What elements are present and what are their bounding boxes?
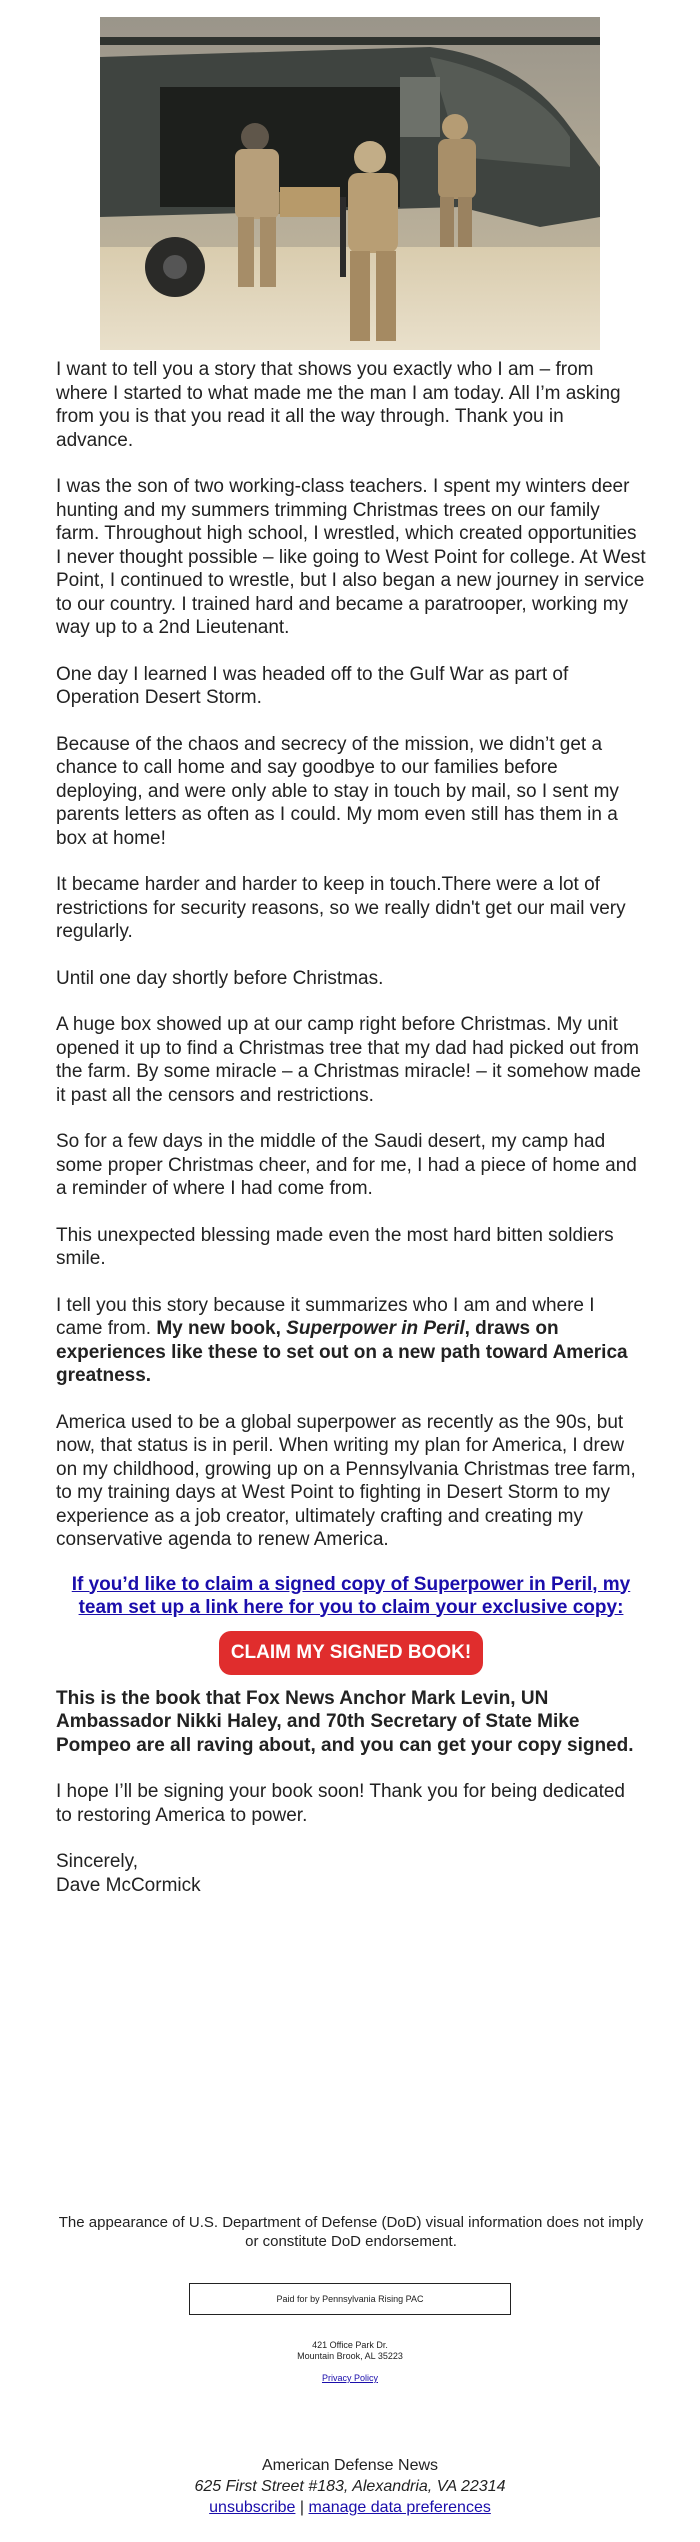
- book-intro-bold-b: , draws on experiences like these to set out on a new path toward America greatness.: [56, 1318, 628, 1386]
- paragraph-childhood: I was the son of two working-class teachers. I spent my winters deer hunting and my summers trimming Christmas trees on our family farm. Throughout high school, I wrestled, which created opportunities I never thought possible – like going to West Point for college. At West Point, I continued to wrestle, but I also began a new journey in service to our country. I trained hard and became a paratrooper, working my way up to a 2nd Lieutenant.: [56, 476, 646, 638]
- paragraph-superpower: America used to be a global superpower as recently as the 90s, but now, that status is in peril. When writing my plan for America, I drew on my childhood, growing up on a Pennsylvania Christmas tree farm, to my training days at West Point to fighting in Desert Storm to my experience as a job creator, ultimately crafting and creating my conservative agenda to renew America.: [56, 1411, 636, 1550]
- book-intro-bold-a: My new book,: [156, 1318, 281, 1339]
- manage-preferences-link[interactable]: manage data preferences: [308, 2499, 491, 2516]
- paragraph-keep-in-touch: It became harder and harder to keep in touch.There were a lot of restrictions for security reasons, so we really didn't get our mail very regularly.: [56, 874, 626, 942]
- link-separator: |: [299, 2499, 305, 2516]
- book-title: Superpower in Peril: [286, 1318, 465, 1339]
- hero-photo-soldiers-helicopter: [100, 17, 600, 350]
- dod-disclaimer: The appearance of U.S. Department of Defense (DoD) visual information does not imply or constitute DoD endorsement.: [58, 2214, 644, 2250]
- signoff-block: [56, 1850, 646, 1897]
- intro-paragraph: I want to tell you a story that shows you exactly who I am – from where I started to what made me the man I am today. All I’m asking from you is that you read it all the way through. Thank you in advance.: [56, 359, 621, 451]
- privacy-block: [0, 2373, 700, 2383]
- claim-signed-copy-link[interactable]: If you’d like to claim a signed copy of Superpower in Peril, my team set up a link here for you to claim your exclusive copy:: [71, 1573, 631, 1618]
- paid-for-box: [189, 2283, 511, 2315]
- paragraph-book-intro: [56, 1294, 646, 1388]
- unsubscribe-link[interactable]: unsubscribe: [209, 2499, 296, 2516]
- claim-book-button[interactable]: CLAIM MY SIGNED BOOK!: [219, 1631, 483, 1675]
- paragraph-blessing: This unexpected blessing made even the most hard bitten soldiers smile.: [56, 1224, 614, 1269]
- paragraph-before-christmas: Until one day shortly before Christmas.: [56, 967, 384, 989]
- paragraph-saudi-desert: So for a few days in the middle of the Saudi desert, my camp had some proper Christmas cheer, and for me, I had a piece of home and a reminder of where I had come from.: [56, 1131, 637, 1199]
- org-footer: [0, 2455, 700, 2518]
- footer-links: [0, 2497, 700, 2518]
- address-line-2: Mountain Brook, AL 35223: [297, 2351, 403, 2361]
- book-intro-plain: I tell you this story because it summarizes who I am and where I came from.: [56, 1294, 595, 1339]
- paragraph-secrecy: Because of the chaos and secrecy of the mission, we didn’t get a chance to call home and say goodbye to our families before deploying, and were only able to stay in touch by mail, so I sent my parents letters as often as I could. My mom even still has them in a box at home!: [56, 733, 619, 849]
- pac-address: [0, 2340, 700, 2362]
- paragraph-endorsements: This is the book that Fox News Anchor Mark Levin, UN Ambassador Nikki Haley, and 70th Secretary of State Mike Pompeo are all raving about, and you can get your copy signed.: [56, 1687, 634, 1756]
- privacy-policy-link[interactable]: Privacy Policy: [321, 2373, 378, 2383]
- signoff: Sincerely,: [56, 1851, 139, 1872]
- signature: Dave McCormick: [56, 1874, 201, 1896]
- address-line-1: 421 Office Park Dr.: [312, 2340, 388, 2350]
- org-address: 625 First Street #183, Alexandria, VA 22314: [194, 2478, 506, 2495]
- paragraph-gulf-war: One day I learned I was headed off to the Gulf War as part of Operation Desert Storm.: [56, 663, 569, 708]
- paid-for-text: Paid for by Pennsylvania Rising PAC: [276, 2294, 424, 2304]
- org-name: American Defense News: [261, 2457, 439, 2474]
- letter-body: [56, 358, 646, 1897]
- paragraph-box: A huge box showed up at our camp right before Christmas. My unit opened it up to find a Christmas tree that my dad had picked out from the farm. By some miracle – a Christmas miracle! – it somehow made it past all the censors and restrictions.: [56, 1014, 641, 1106]
- paragraph-closing: I hope I’ll be signing your book soon! Thank you for being dedicated to restoring America to power.: [56, 1781, 625, 1826]
